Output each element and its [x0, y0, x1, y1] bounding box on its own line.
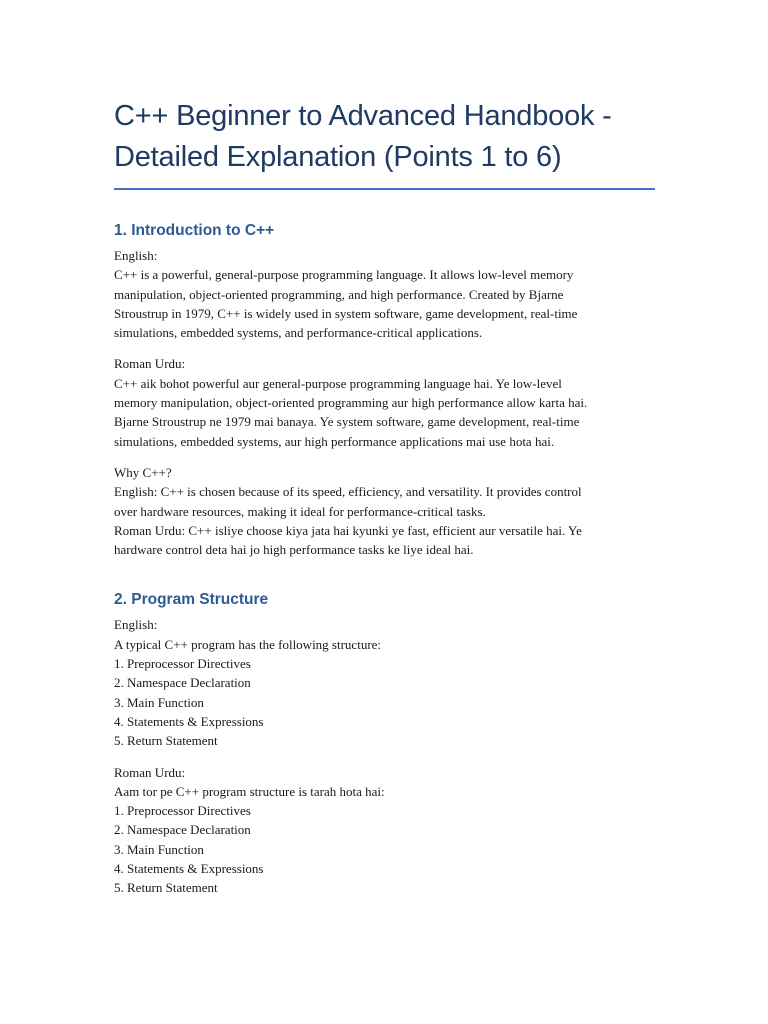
list-roman-urdu-structure: [114, 763, 656, 898]
text-line: simulations, embedded systems, and performance-critical applications.: [114, 325, 483, 341]
text-line: C++ aik bohot powerful aur general-purpose programming language hai. Ye low-level: [114, 375, 562, 391]
list-item: 2. Namespace Declaration: [114, 822, 251, 838]
list-item: 5. Return Statement: [114, 880, 218, 896]
text-line: A typical C++ program has the following structure:: [114, 636, 382, 652]
section-program-structure: [114, 589, 656, 897]
section-introduction: [114, 220, 656, 559]
list-item: 1. Preprocessor Directives: [114, 803, 251, 819]
text-line: Roman Urdu: C++ isliye choose kiya jata hai kyunki ye fast, efficient aur versatile hai. Ye: [114, 522, 582, 538]
text-line: over hardware resources, making it ideal for performance-critical tasks.: [114, 503, 486, 519]
list-english-structure: [114, 615, 656, 750]
list-item: 4. Statements & Expressions: [114, 713, 264, 729]
title-underline-rule: [114, 188, 655, 190]
text-line: simulations, embedded systems, aur high performance applications mai use hota hai.: [114, 433, 555, 449]
text-line: C++ is a powerful, general-purpose programming language. It allows low-level memory: [114, 267, 574, 283]
list-item: 4. Statements & Expressions: [114, 861, 264, 877]
text-line: Roman Urdu:: [114, 764, 186, 780]
document-title-line-2: Detailed Explanation (Points 1 to 6): [114, 141, 562, 173]
text-line: Bjarne Stroustrup ne 1979 mai banaya. Ye system software, game development, real-time: [114, 414, 580, 430]
paragraph-why-cpp: [114, 463, 656, 559]
document-title: [114, 96, 656, 178]
text-line: English: C++ is chosen because of its speed, efficiency, and versatility. It provides control: [114, 484, 582, 500]
text-line: Aam tor pe C++ program structure is tarah hota hai:: [114, 783, 385, 799]
text-line: English:: [114, 617, 158, 633]
paragraph-roman-urdu-intro: [114, 354, 656, 450]
text-line: hardware control deta hai jo high performance tasks ke liye ideal hai.: [114, 542, 474, 558]
text-line: Roman Urdu:: [114, 356, 186, 372]
text-line: English:: [114, 248, 158, 263]
list-item: 3. Main Function: [114, 694, 204, 710]
list-item: 2. Namespace Declaration: [114, 675, 251, 691]
text-line: Why C++?: [114, 464, 172, 480]
paragraph-english-intro: [114, 246, 656, 342]
text-line: manipulation, object-oriented programming, and high performance. Created by Bjarne: [114, 286, 564, 302]
text-line: Stroustrup in 1979, C++ is widely used in system software, game development, real-time: [114, 305, 578, 321]
section-heading-program-structure: 2. Program Structure: [114, 591, 269, 609]
list-item: 1. Preprocessor Directives: [114, 656, 251, 672]
list-item: 5. Return Statement: [114, 733, 218, 749]
document-page: [114, 96, 656, 898]
list-item: 3. Main Function: [114, 841, 204, 857]
document-title-line-1: C++ Beginner to Advanced Handbook -: [114, 100, 612, 132]
section-heading-introduction: 1. Introduction to C++: [114, 222, 275, 239]
text-line: memory manipulation, object-oriented programming aur high performance allow karta hai.: [114, 395, 588, 411]
